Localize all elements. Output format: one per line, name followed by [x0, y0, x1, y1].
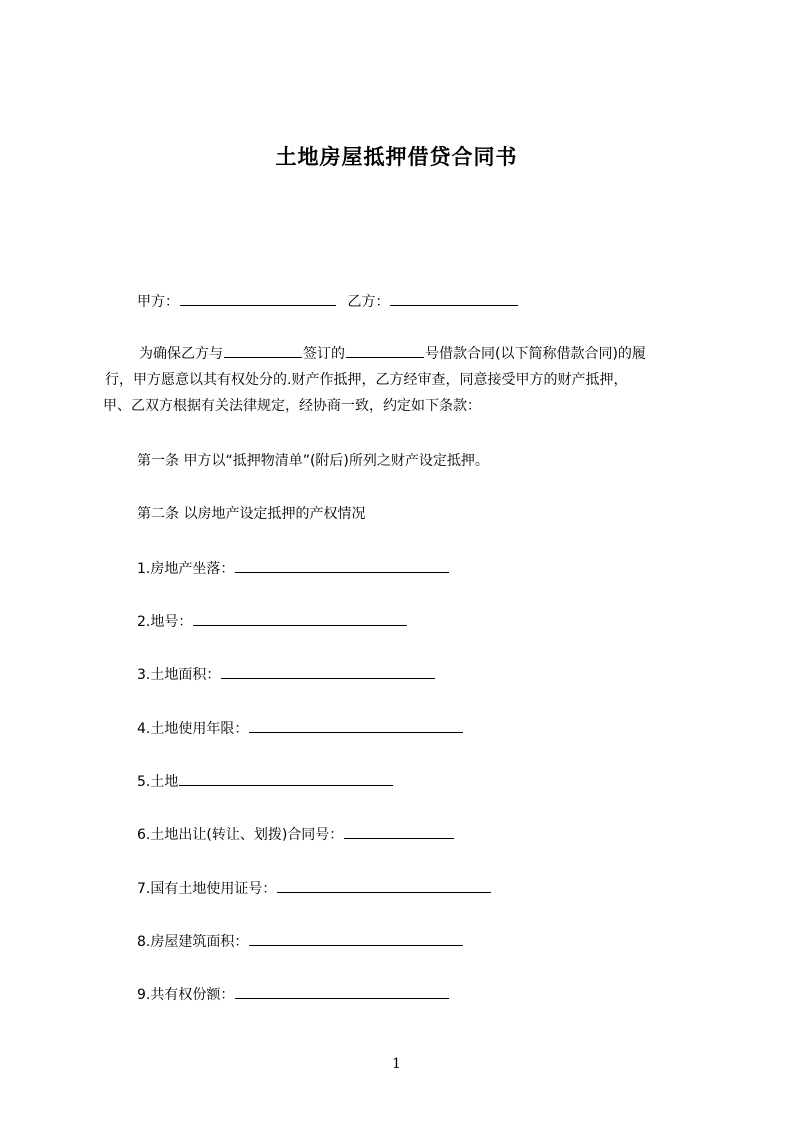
item-blank[interactable]: [193, 611, 407, 626]
party-b-blank[interactable]: [390, 291, 518, 306]
item-label: 3.土地面积：: [137, 667, 221, 683]
item-blank[interactable]: [277, 878, 491, 893]
document-title: 土地房屋抵押借贷合同书: [275, 145, 518, 169]
item-label: 5.土地: [137, 774, 179, 790]
party-b-label: 乙方：: [347, 294, 390, 310]
party-a-blank[interactable]: [180, 291, 336, 306]
item-land-certificate: [137, 878, 492, 899]
item-label: 1.房地产坐落：: [137, 561, 235, 577]
item-label: 4.土地使用年限：: [137, 721, 249, 737]
intro-text-1a: 为确保乙方与: [139, 346, 223, 362]
intro-row-3: 甲、乙双方根据有关法律规定，经协商一致，约定如下条款：: [103, 398, 481, 414]
contract-number-blank[interactable]: [346, 343, 424, 358]
page-number: 1: [392, 1056, 401, 1072]
item-blank[interactable]: [179, 771, 393, 786]
item-label: 9.共有权份额：: [137, 987, 235, 1003]
item-blank[interactable]: [221, 664, 435, 679]
article-1: 第一条 甲方以“抵押物清单”(附后)所列之财产设定抵押。: [137, 453, 489, 469]
item-property-location: [137, 558, 450, 579]
intro-row-2: 行，甲方愿意以其有权处分的.财产作抵押，乙方经审查，同意接受甲方的财产抵押，: [105, 372, 628, 388]
item-land: [137, 771, 394, 792]
item-blank[interactable]: [249, 718, 463, 733]
item-land-transfer-contract: [137, 824, 455, 845]
item-label: 2.地号：: [137, 614, 193, 630]
item-joint-share: [137, 984, 450, 1005]
item-land-number: [137, 611, 408, 632]
item-label: 7.国有土地使用证号：: [137, 881, 277, 897]
article-2: 第二条 以房地产设定抵押的产权情况: [137, 506, 366, 522]
item-land-area: [137, 664, 436, 685]
intro-row-1: [103, 341, 703, 367]
contract-party-blank[interactable]: [224, 343, 302, 358]
item-label: 8.房屋建筑面积：: [137, 934, 249, 950]
parties-line: [137, 291, 519, 312]
item-label: 6.土地出让(转让、划拨)合同号：: [137, 827, 344, 843]
intro-paragraph: [103, 341, 703, 419]
item-blank[interactable]: [235, 558, 449, 573]
party-a-label: 甲方：: [137, 294, 179, 310]
item-blank[interactable]: [344, 824, 454, 839]
item-building-area: [137, 931, 464, 952]
intro-text-1c: 号借款合同(以下简称借款合同)的履: [425, 346, 646, 362]
item-blank[interactable]: [249, 931, 463, 946]
item-blank[interactable]: [235, 984, 449, 999]
item-land-use-term: [137, 718, 464, 739]
intro-text-1b: 签订的: [303, 346, 345, 362]
